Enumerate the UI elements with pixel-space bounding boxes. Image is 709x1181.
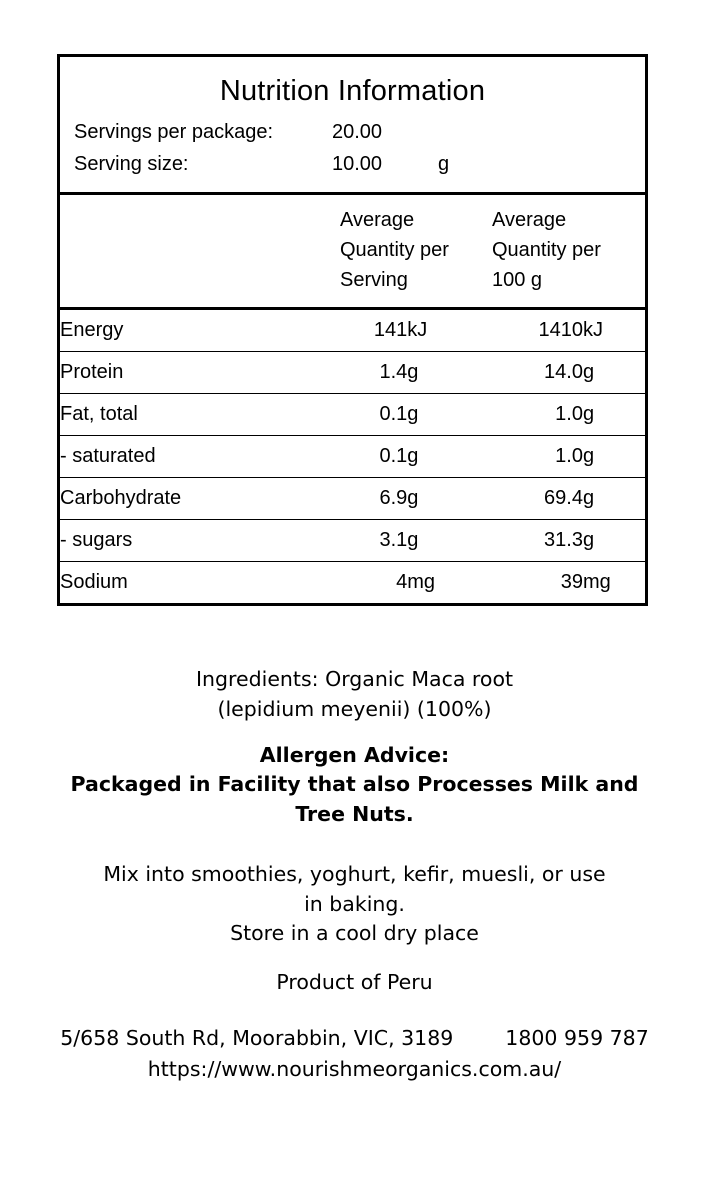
row-per-serving-value: 4 xyxy=(294,562,408,604)
row-per-100g-value: 1.0 xyxy=(467,436,583,478)
company-website-url[interactable]: https://www.nourishmeorganics.com.au/ xyxy=(147,1056,562,1081)
ingredients-line-1: Ingredients: Organic Maca root xyxy=(195,667,514,691)
row-per-serving-unit: g xyxy=(407,436,467,478)
serving-size-row xyxy=(60,150,645,182)
table-column-headers xyxy=(60,195,645,307)
allergen-line-2: Tree Nuts. xyxy=(295,802,414,827)
row-per-serving-unit: g xyxy=(407,352,467,394)
header-per-100g xyxy=(492,205,644,295)
servings-block xyxy=(60,118,645,192)
serving-size-value: 10.00 xyxy=(332,153,383,175)
table-row xyxy=(60,352,645,394)
row-per-serving-value: 3.1 xyxy=(294,520,408,562)
row-per-100g-value: 1410 xyxy=(538,319,583,341)
row-per-serving-value: 0.1 xyxy=(294,436,408,478)
serving-size-unit: g xyxy=(438,153,450,175)
row-per-serving-value: 6.9 xyxy=(294,478,408,520)
company-address: 5/658 South Rd, Moorabbin, VIC, 3189 xyxy=(60,1026,454,1051)
row-per-100g-unit: kJ xyxy=(582,319,603,341)
footer-block xyxy=(0,1023,709,1085)
table-row xyxy=(60,478,645,520)
row-per-serving-unit: g xyxy=(407,520,467,562)
header-per-serving-line1: Average xyxy=(340,209,415,231)
row-per-100g-value: 1.0 xyxy=(467,394,583,436)
ingredients-line-2: (lepidium meyenii) (100%) xyxy=(217,697,492,722)
header-per-100g-line1: Average xyxy=(492,209,567,231)
row-name: Protein xyxy=(60,352,294,394)
servings-per-package-value: 20.00 xyxy=(332,121,383,143)
row-per-serving-value: 141 xyxy=(373,319,408,341)
row-per-serving-unit: g xyxy=(407,394,467,436)
storage-instructions: Store in a cool dry place xyxy=(230,921,479,946)
table-row xyxy=(60,394,645,436)
serving-size-label: Serving size: xyxy=(74,153,189,175)
table-row xyxy=(60,562,645,604)
company-phone: 1800 959 787 xyxy=(505,1026,649,1051)
header-per-100g-line3: 100 g xyxy=(492,269,543,291)
row-per-serving-unit: g xyxy=(407,478,467,520)
row-per-100g-unit: g xyxy=(583,436,645,478)
header-per-serving-line2: Quantity per xyxy=(340,239,449,261)
table-row xyxy=(60,520,645,562)
row-per-serving-value: 0.1 xyxy=(294,394,408,436)
row-name: Fat, total xyxy=(60,394,294,436)
header-blank xyxy=(60,205,340,295)
row-per-100g-unit: g xyxy=(583,478,645,520)
row-per-100g-unit: mg xyxy=(583,562,645,604)
nutrition-information-panel xyxy=(57,54,648,606)
country-of-origin: Product of Peru xyxy=(276,969,433,994)
footer-contact-line xyxy=(0,1023,709,1054)
row-name: Energy xyxy=(60,319,124,341)
nutrition-table xyxy=(60,310,645,603)
header-per-100g-line2: Quantity per xyxy=(492,239,601,261)
header-per-serving-line3: Serving xyxy=(340,269,408,291)
row-per-100g-unit: g xyxy=(583,394,645,436)
table-row xyxy=(60,310,645,352)
row-per-serving-value: 1.4 xyxy=(294,352,408,394)
servings-per-package-row xyxy=(60,118,645,150)
usage-line-2: in baking. xyxy=(304,891,405,916)
label-body-text xyxy=(0,664,709,1085)
row-per-100g-value: 39 xyxy=(467,562,583,604)
row-name: Carbohydrate xyxy=(60,478,294,520)
allergen-text xyxy=(0,770,709,829)
row-per-100g-value: 31.3 xyxy=(467,520,583,562)
allergen-line-1: Packaged in Facility that also Processes Milk and xyxy=(70,772,639,797)
row-per-100g-value: 69.4 xyxy=(467,478,583,520)
allergen-heading: Allergen Advice: xyxy=(259,743,450,768)
servings-per-package-label: Servings per package: xyxy=(74,121,274,143)
row-per-100g-unit: g xyxy=(583,520,645,562)
panel-title: Nutrition Information xyxy=(219,75,486,107)
row-name: - sugars xyxy=(60,520,294,562)
table-row xyxy=(60,436,645,478)
row-name: Sodium xyxy=(60,562,294,604)
row-per-100g-unit: g xyxy=(583,352,645,394)
usage-instructions xyxy=(0,860,709,919)
ingredients-block xyxy=(0,664,709,724)
row-per-serving-unit: kJ xyxy=(407,319,428,341)
usage-line-1: Mix into smoothies, yoghurt, kefir, muesli, or use xyxy=(103,861,606,886)
row-per-100g-value: 14.0 xyxy=(467,352,583,394)
header-per-serving xyxy=(340,205,492,295)
row-per-serving-unit: mg xyxy=(407,562,467,604)
row-name: - saturated xyxy=(60,436,294,478)
